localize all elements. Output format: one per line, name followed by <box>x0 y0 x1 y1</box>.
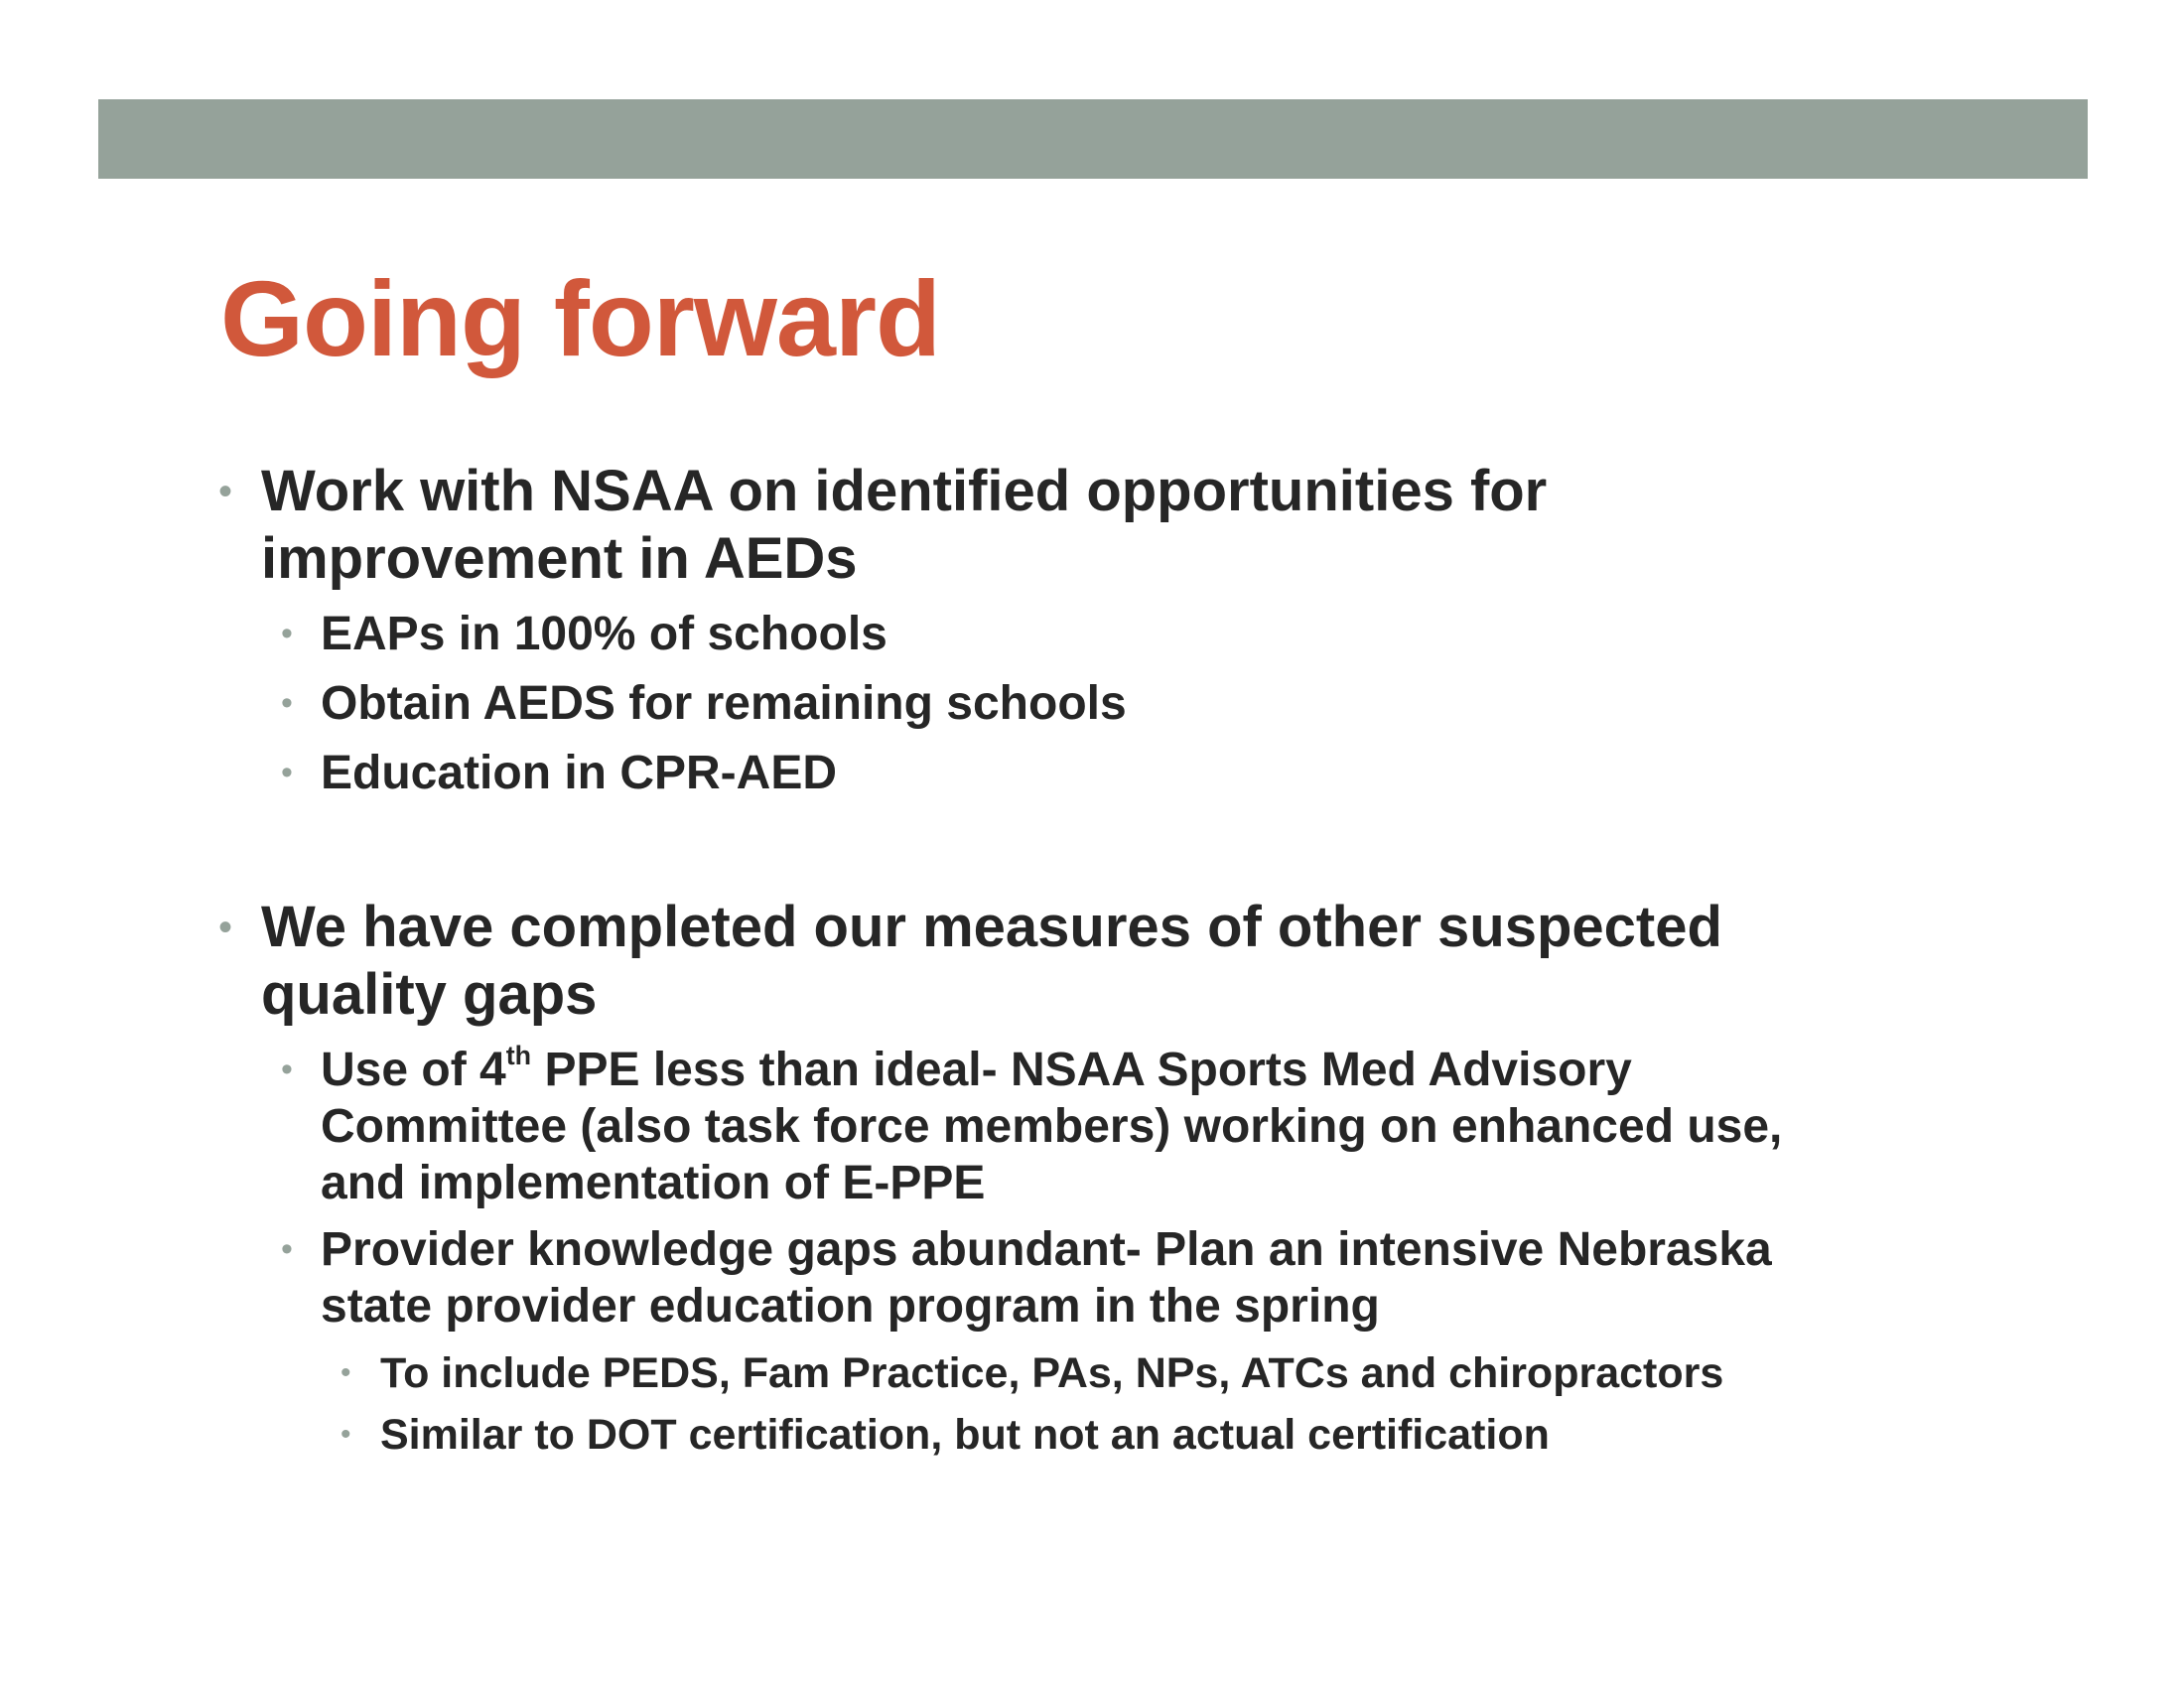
bullet-line: quality gaps <box>261 962 598 1027</box>
bullet-dot: • <box>341 1356 351 1389</box>
header-accent-bar <box>98 99 2088 179</box>
subsubbullet-to-include <box>341 1342 1724 1404</box>
bullet-dot: • <box>281 754 293 791</box>
bullet-dot: • <box>218 906 233 949</box>
superscript: th <box>505 1040 532 1070</box>
text-run: Use of 4 <box>321 1044 506 1096</box>
subbullet-line: Provider knowledge gaps abundant- Plan an intensive Nebraska <box>321 1223 1772 1276</box>
subbullet-provider-knowledge <box>281 1221 1772 1335</box>
bullet-completed-measures <box>218 894 1722 1029</box>
bullet-work-with-nsaa <box>218 458 1548 593</box>
bullet-line: improvement in AEDs <box>261 526 858 591</box>
subsubbullet-similar-to-dot <box>341 1404 1550 1466</box>
bullet-dot: • <box>281 615 293 652</box>
subsubbullet-line: Similar to DOT certification, but not an actual certification <box>380 1411 1550 1459</box>
bullet-line: We have completed our measures of other suspected <box>261 895 1722 959</box>
bullet-line: Work with NSAA on identified opportunities for <box>261 459 1548 523</box>
subbullet-obtain-aeds <box>281 675 1127 732</box>
bullet-dot: • <box>281 684 293 722</box>
subsubbullet-line: To include PEDS, Fam Practice, PAs, NPs, ATCs and chiropractors <box>380 1349 1724 1397</box>
subbullet-line: EAPs in 100% of schools <box>321 608 887 660</box>
bullet-dot: • <box>218 470 233 513</box>
subbullet-line: Committee (also task force members) working on enhanced use, <box>321 1100 1783 1153</box>
subbullet-eaps <box>281 606 887 662</box>
text-run: PPE less than ideal- NSAA Sports Med Advisory <box>531 1044 1632 1096</box>
subbullet-education-cpr <box>281 745 838 801</box>
subbullet-line: state provider education program in the spring <box>321 1280 1380 1333</box>
bullet-dot: • <box>341 1418 351 1451</box>
slide-title: Going forward <box>220 258 940 378</box>
subbullet-line: and implementation of E-PPE <box>321 1157 986 1209</box>
bullet-dot: • <box>281 1051 293 1088</box>
subbullet-line <box>321 1042 1782 1098</box>
subbullet-line: Obtain AEDS for remaining schools <box>321 677 1127 730</box>
bullet-dot: • <box>281 1230 293 1268</box>
subbullet-use-of-4th-ppe <box>281 1040 1783 1211</box>
subbullet-line: Education in CPR-AED <box>321 747 838 799</box>
